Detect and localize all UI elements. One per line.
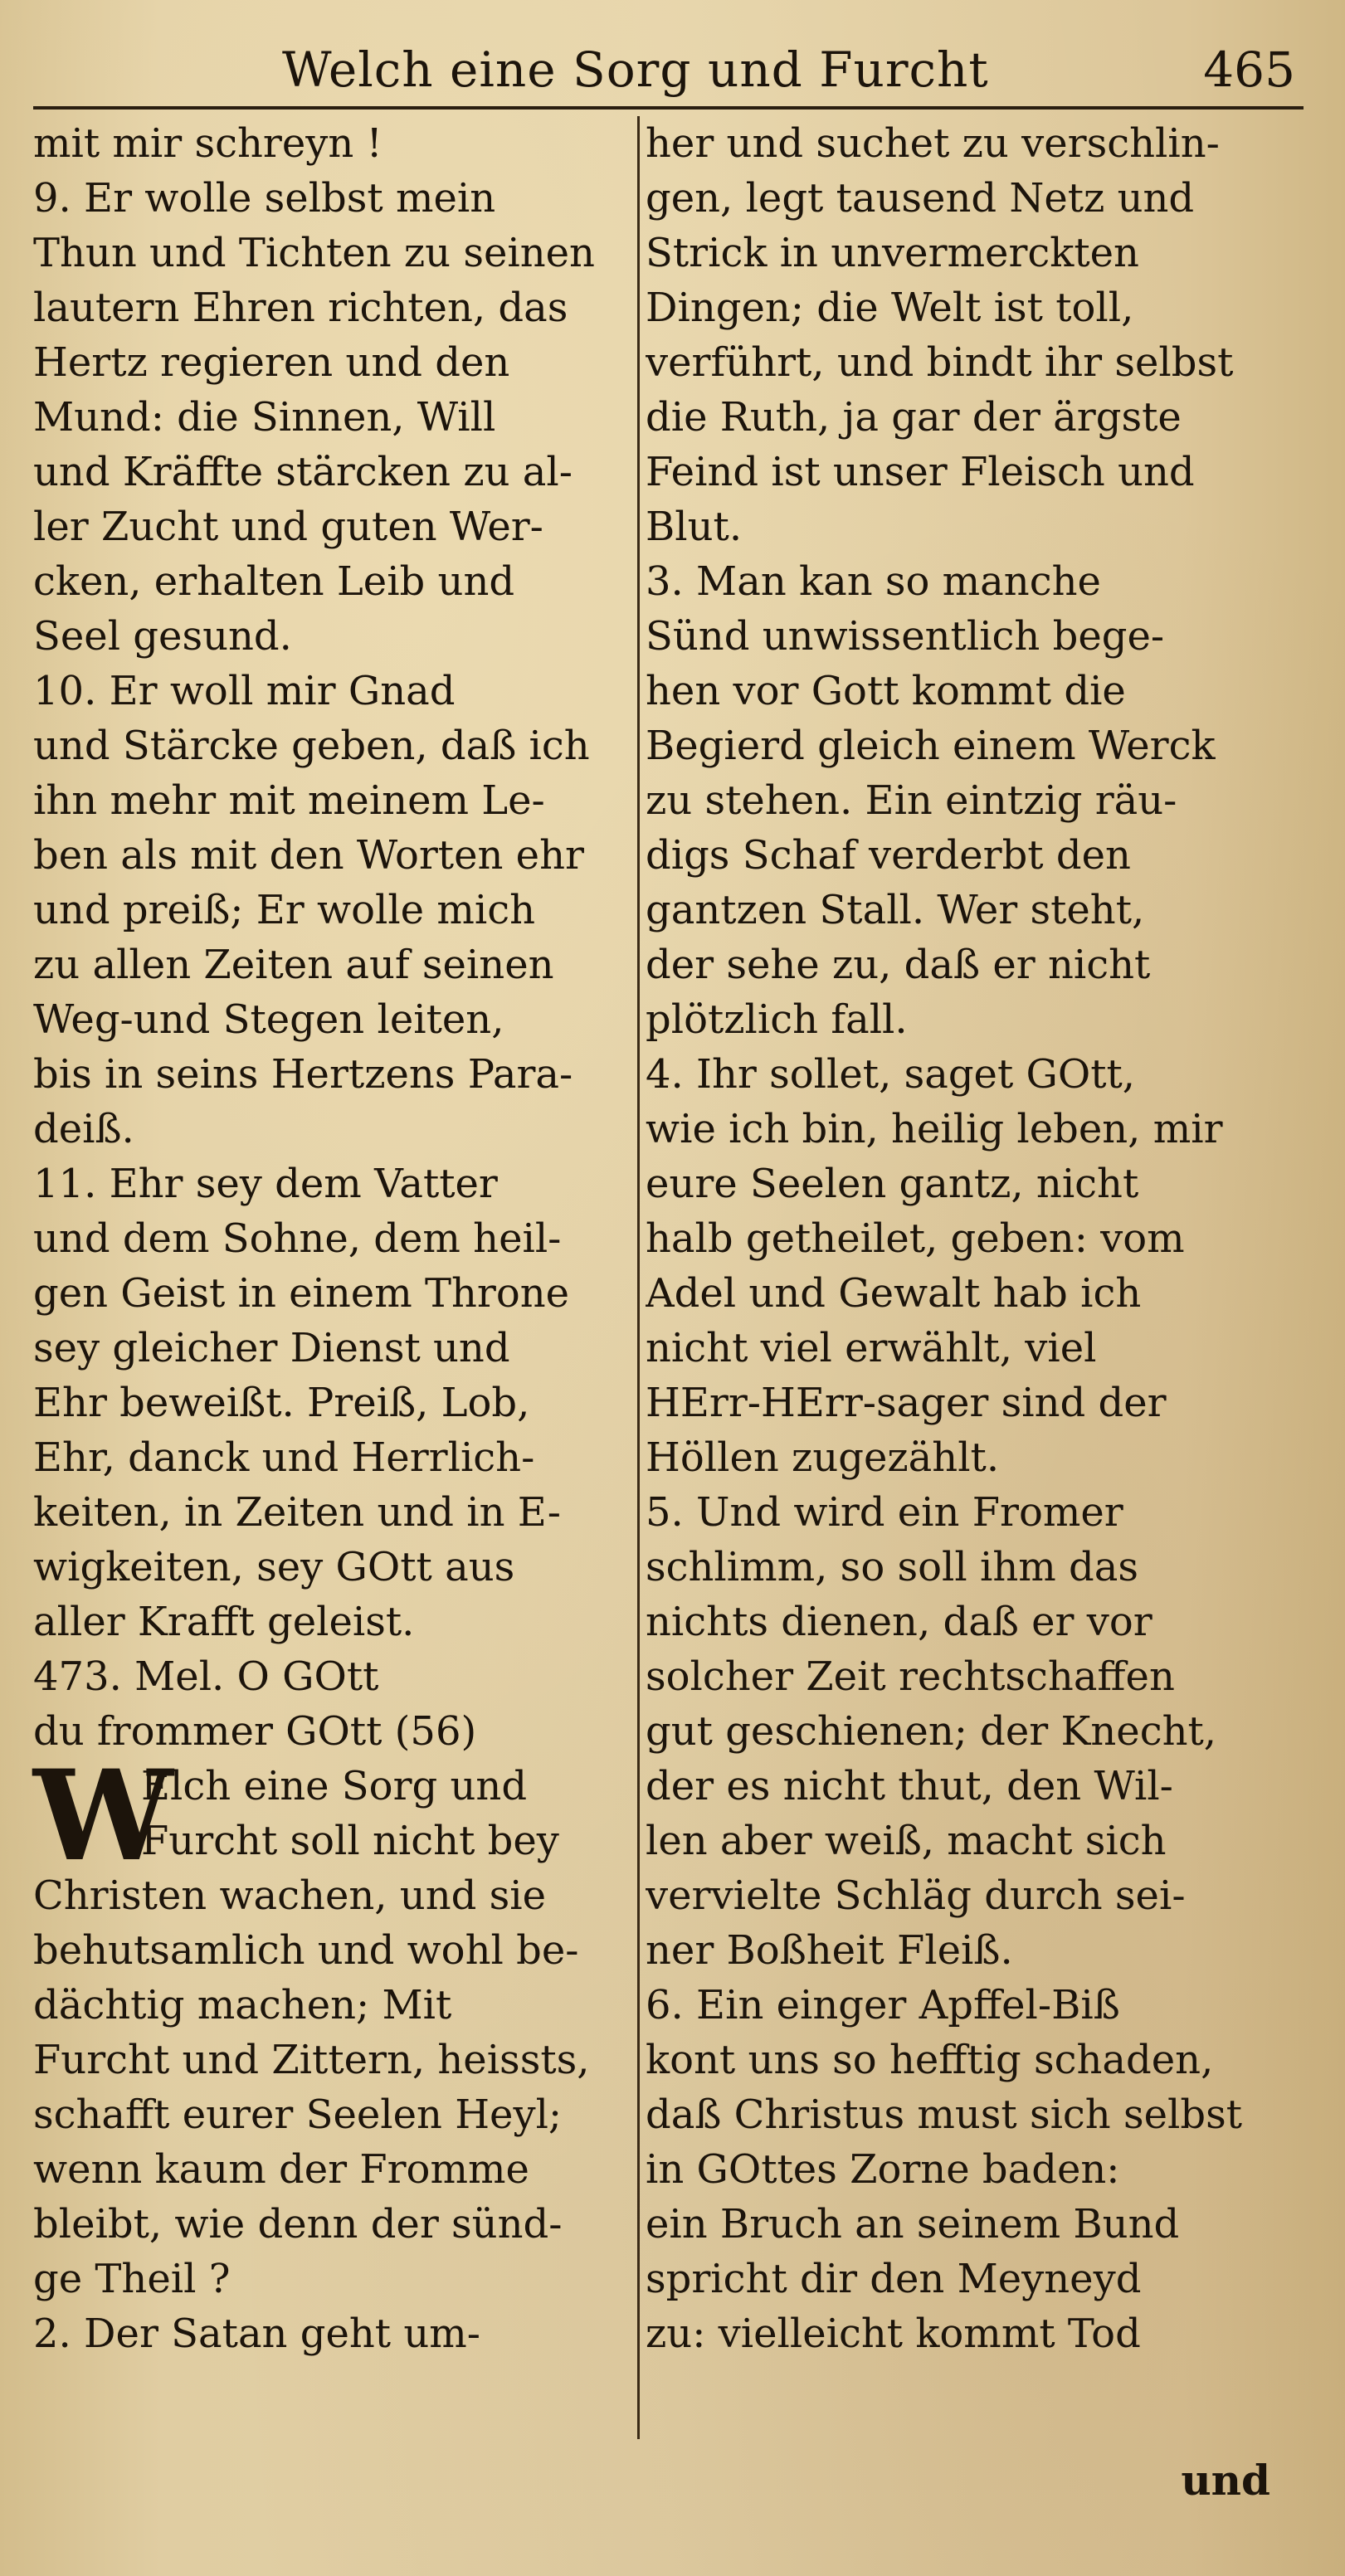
text-line: du frommer GOtt (56): [33, 1708, 477, 1755]
text-line: der es nicht thut, den Wil-: [646, 1763, 1173, 1809]
text-line: deiß.: [33, 1106, 134, 1152]
text-line: zu: vielleicht kommt Tod: [646, 2311, 1141, 2357]
text-line: Begierd gleich einem Werck: [646, 723, 1216, 769]
running-head: Welch eine Sorg und Furcht: [282, 41, 989, 98]
text-line: digs Schaf verderbt den: [646, 832, 1131, 879]
text-line: 3. Man kan so manche: [646, 558, 1101, 605]
text-line: Hertz regieren und den: [33, 339, 510, 386]
text-line: der sehe zu, daß er nicht: [646, 942, 1151, 988]
text-line: nichts dienen, daß er vor: [646, 1599, 1153, 1645]
left-column-continuation: [33, 1868, 647, 2361]
text-line: 5. Und wird ein Fromer: [646, 1489, 1123, 1536]
right-column-text: [646, 116, 1251, 2361]
text-line: in GOttes Zorne baden:: [646, 2146, 1120, 2193]
text-line: ihn mehr mit meinem Le-: [33, 777, 545, 824]
text-line: Furcht und Zittern, heissts,: [33, 2037, 590, 2083]
text-line: und dem Sohne, dem heil-: [33, 1215, 562, 1262]
catchword: und: [1181, 2456, 1270, 2505]
text-line: zu allen Zeiten auf seinen: [33, 942, 554, 988]
right-column: [646, 116, 1251, 2361]
text-line: Strick in unvermerckten: [646, 230, 1139, 276]
text-line: Weg-und Stegen leiten,: [33, 996, 504, 1043]
text-line: 2. Der Satan geht um-: [33, 2311, 480, 2357]
text-line: und Stärcke geben, daß ich: [33, 723, 590, 769]
text-line: und preiß; Er wolle mich: [33, 887, 535, 933]
text-line: aller Krafft geleist.: [33, 1599, 415, 1645]
text-line: Mund: die Sinnen, Will: [33, 394, 496, 441]
column-divider: [637, 116, 640, 2439]
text-line: schafft eurer Seelen Heyl;: [33, 2091, 563, 2138]
text-line: gen, legt tausend Netz und: [646, 175, 1195, 222]
text-line: behutsamlich und wohl be-: [33, 1927, 579, 1974]
text-line: Sünd unwissentlich bege-: [646, 613, 1165, 660]
text-line: her und suchet zu verschlin-: [646, 120, 1220, 167]
text-line: plötzlich fall.: [646, 996, 908, 1043]
text-line: spricht dir den Meyneyd: [646, 2256, 1142, 2302]
text-line: cken, erhalten Leib und: [33, 558, 515, 605]
dropcap-letter: W: [33, 1743, 173, 1889]
text-line: Ehr beweißt. Preiß, Lob,: [33, 1380, 530, 1426]
text-line: 6. Ein einger Apffel-Biß: [646, 1982, 1120, 2028]
text-line: kont uns so hefftig schaden,: [646, 2037, 1214, 2083]
text-line: ge Theil ?: [33, 2256, 231, 2302]
text-line: Furcht soll nicht bey: [141, 1818, 559, 1864]
text-line: solcher Zeit rechtschaffen: [646, 1653, 1175, 1700]
text-line: vervielte Schläg durch sei-: [646, 1872, 1186, 1919]
text-line: wie ich bin, heilig leben, mir: [646, 1106, 1223, 1152]
text-line: Seel gesund.: [33, 613, 292, 660]
text-line: eure Seelen gantz, nicht: [646, 1161, 1139, 1207]
text-line: Christen wachen, und sie: [33, 1872, 546, 1919]
text-line: keiten, in Zeiten und in E-: [33, 1489, 561, 1536]
text-line: bis in seins Hertzens Para-: [33, 1051, 573, 1098]
text-line: gut geschienen; der Knecht,: [646, 1708, 1217, 1755]
text-line: Ehr, danck und Herrlich-: [33, 1434, 535, 1481]
page-header: [33, 25, 1304, 108]
text-line: lautern Ehren richten, das: [33, 285, 568, 331]
text-line: zu stehen. Ein eintzig räu-: [646, 777, 1177, 824]
header-rule: [33, 106, 1304, 110]
text-line: 473. Mel. O GOtt: [33, 1653, 379, 1700]
text-line: schlimm, so soll ihm das: [646, 1544, 1138, 1590]
left-column-text: [33, 116, 647, 1759]
text-line: gantzen Stall. Wer steht,: [646, 887, 1145, 933]
page-number: 465: [1203, 41, 1295, 98]
text-line: ben als mit den Worten ehr: [33, 832, 584, 879]
text-line: bleibt, wie denn der sünd-: [33, 2201, 563, 2247]
text-line: nicht viel erwählt, viel: [646, 1325, 1097, 1371]
text-line: halb getheilet, geben: vom: [646, 1215, 1185, 1262]
text-line: 10. Er woll mir Gnad: [33, 668, 456, 714]
text-line: 11. Ehr sey dem Vatter: [33, 1161, 498, 1207]
text-line: Feind ist unser Fleisch und: [646, 449, 1195, 495]
text-line: Dingen; die Welt ist toll,: [646, 285, 1134, 331]
text-line: sey gleicher Dienst und: [33, 1325, 510, 1371]
text-line: HErr-HErr-sager sind der: [646, 1380, 1167, 1426]
text-line: dächtig machen; Mit: [33, 1982, 452, 2028]
text-line: Elch eine Sorg und: [141, 1763, 528, 1809]
text-line: daß Christus must sich selbst: [646, 2091, 1243, 2138]
text-line: Höllen zugezählt.: [646, 1434, 1000, 1481]
text-line: 4. Ihr sollet, saget GOtt,: [646, 1051, 1136, 1098]
text-line: ein Bruch an seinem Bund: [646, 2201, 1180, 2247]
text-line: mit mir schreyn !: [33, 120, 383, 167]
text-line: wigkeiten, sey GOtt aus: [33, 1544, 515, 1590]
text-line: gen Geist in einem Throne: [33, 1270, 570, 1317]
text-line: ner Boßheit Fleiß.: [646, 1927, 1013, 1974]
text-line: Thun und Tichten zu seinen: [33, 230, 595, 276]
text-line: Blut.: [646, 504, 743, 550]
text-line: die Ruth, ja gar der ärgste: [646, 394, 1182, 441]
text-line: wenn kaum der Fromme: [33, 2146, 529, 2193]
text-line: 9. Er wolle selbst mein: [33, 175, 496, 222]
text-line: len aber weiß, macht sich: [646, 1818, 1167, 1864]
text-line: hen vor Gott kommt die: [646, 668, 1126, 714]
text-line: Adel und Gewalt hab ich: [646, 1270, 1142, 1317]
text-line: und Kräffte stärcken zu al-: [33, 449, 573, 495]
hymn-opening: [33, 1743, 647, 1889]
left-column: [33, 116, 647, 2361]
text-line: verführt, und bindt ihr selbst: [646, 339, 1234, 386]
text-line: ler Zucht und guten Wer-: [33, 504, 543, 550]
